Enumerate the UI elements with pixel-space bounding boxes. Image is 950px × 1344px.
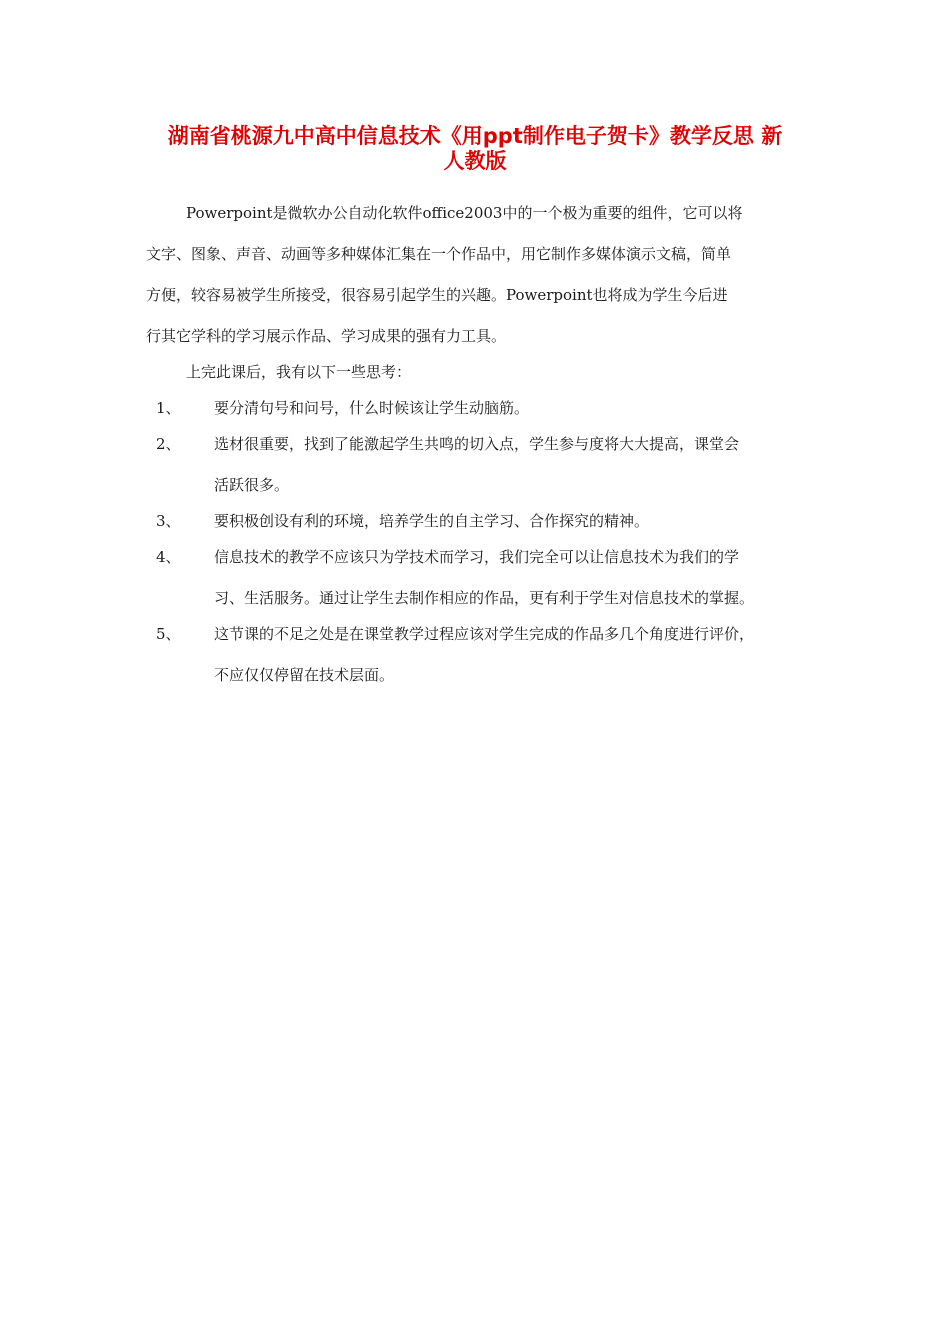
list-number: 5、	[156, 625, 181, 643]
list-text-continued: 活跃很多。	[214, 476, 290, 494]
list-text-continued: 习、生活服务。通过让学生去制作相应的作品，更有利于学生对信息技术的掌握。	[214, 589, 755, 607]
list-number: 4、	[156, 548, 181, 566]
list-text-continued: 不应仅仅停留在技术层面。	[214, 666, 395, 684]
paragraph-line-3: 方便，较容易被学生所接受，很容易引起学生的兴趣。Powerpoint也将成为学生今后进	[146, 286, 728, 304]
list-text: 要积极创设有利的环境，培养学生的自主学习、合作探究的精神。	[214, 512, 650, 530]
list-text: 信息技术的教学不应该只为学技术而学习，我们完全可以让信息技术为我们的学	[214, 548, 740, 566]
list-text: 要分清句号和问号，什么时候该让学生动脑筋。	[214, 399, 530, 417]
reflection-intro: 上完此课后，我有以下一些思考：	[186, 363, 412, 381]
list-number: 1、	[156, 399, 181, 417]
list-number: 2、	[156, 435, 181, 453]
paragraph-line-1: Powerpoint是微软办公自动化软件office2003中的一个极为重要的组件，它可以将	[186, 204, 743, 222]
list-number: 3、	[156, 512, 181, 530]
intro-paragraph	[146, 193, 811, 357]
paragraph-line-4: 行其它学科的学习展示作品、学习成果的强有力工具。	[146, 327, 507, 345]
list-text: 这节课的不足之处是在课堂教学过程应该对学生完成的作品多几个角度进行评价，	[214, 625, 755, 643]
paragraph-line-2: 文字、图象、声音、动画等多种媒体汇集在一个作品中，用它制作多媒体演示文稿，简单	[146, 245, 732, 263]
title-line-1: 湖南省桃源九中高中信息技术《用ppt制作电子贺卡》教学反思 新	[167, 124, 783, 148]
document-title	[140, 124, 810, 174]
list-text: 选材很重要，找到了能激起学生共鸣的切入点，学生参与度将大大提高，课堂会	[214, 435, 740, 453]
title-line-2: 人教版	[443, 149, 507, 173]
